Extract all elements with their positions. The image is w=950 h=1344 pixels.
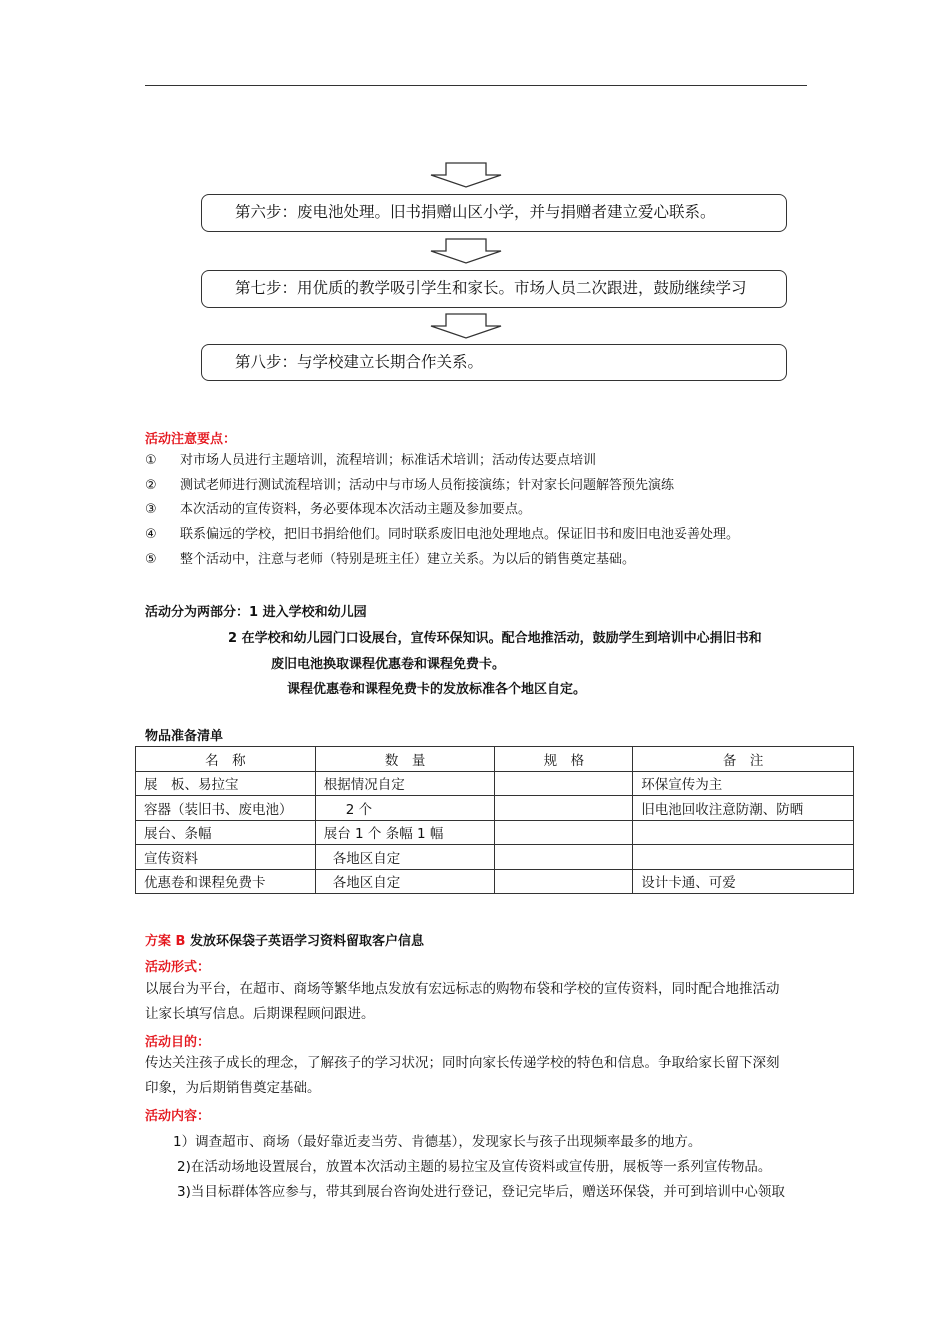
header-rule bbox=[145, 85, 807, 86]
down-arrow-icon bbox=[430, 162, 502, 188]
header-cell: 名 称 bbox=[136, 747, 316, 772]
notes-title: 活动注意要点： bbox=[145, 432, 237, 447]
note-number: ④ bbox=[145, 527, 157, 543]
table-cell: 宣传资料 bbox=[136, 845, 316, 870]
list-item: 1）调查超市、商场（最好靠近麦当劳、肯德基），发现家长与孩子出现频率最多的地方。 bbox=[173, 1134, 702, 1150]
table-cell: 旧电池回收注意防潮、防晒 bbox=[633, 796, 854, 821]
parts-line-2: 2 在学校和幼儿园门口设展台，宣传环保知识。配合地推活动，鼓励学生到培训中心捐旧书和 bbox=[228, 631, 762, 646]
table-cell: 根据情况自定 bbox=[315, 771, 495, 796]
table-header-row bbox=[136, 747, 854, 772]
down-arrow-icon bbox=[430, 238, 502, 264]
table-cell: 展 板、易拉宝 bbox=[136, 771, 316, 796]
list-item bbox=[145, 550, 845, 575]
activity-goal-text bbox=[145, 1051, 815, 1101]
table-cell bbox=[495, 845, 633, 870]
plan-b-heading bbox=[145, 930, 424, 949]
list-item: 3)当目标群体答应参与，带其到展台咨询处进行登记，登记完毕后，赠送环保袋，并可到培训中心领取 bbox=[177, 1184, 785, 1200]
activity-goal-title: 活动目的： bbox=[145, 1035, 211, 1050]
table-cell bbox=[633, 845, 854, 870]
table-cell: 环保宣传为主 bbox=[633, 771, 854, 796]
header-cell: 备 注 bbox=[633, 747, 854, 772]
note-number: ⑤ bbox=[145, 551, 157, 567]
table-cell: 各地区自定 bbox=[315, 845, 495, 870]
flow-step-7-text: 第七步：用优质的教学吸引学生和家长。市场人员二次跟进，鼓励继续学习 bbox=[235, 279, 747, 297]
inventory-title: 物品准备清单 bbox=[145, 729, 224, 744]
note-text: 联系偏远的学校，把旧书捐给他们。同时联系废旧电池处理地点。保证旧书和废旧电池妥善处理。 bbox=[180, 527, 740, 543]
table-cell bbox=[495, 820, 633, 845]
note-text: 整个活动中，注意与老师（特别是班主任）建立关系。为以后的销售奠定基础。 bbox=[180, 551, 636, 567]
list-item bbox=[145, 451, 845, 476]
plan-b-label: 方案 B bbox=[145, 934, 186, 949]
notes-list bbox=[145, 451, 845, 574]
flow-step-7 bbox=[201, 270, 787, 308]
table-row bbox=[136, 771, 854, 796]
table-cell: 优惠卷和课程免费卡 bbox=[136, 869, 316, 894]
table-cell: 展台 1 个 条幅 1 幅 bbox=[315, 820, 495, 845]
table-cell bbox=[633, 820, 854, 845]
parts-line-4: 课程优惠卷和课程免费卡的发放标准各个地区自定。 bbox=[287, 682, 587, 697]
list-item bbox=[145, 476, 845, 501]
activity-form-line: 以展台为平台，在超市、商场等繁华地点发放有宏远标志的购物布袋和学校的宣传资料，同时配合地推活动 bbox=[145, 981, 780, 997]
activity-goal-line: 印象，为后期销售奠定基础。 bbox=[145, 1080, 321, 1096]
down-arrow-icon bbox=[430, 313, 502, 339]
flow-step-6 bbox=[201, 194, 787, 232]
parts-line-3: 废旧电池换取课程优惠卷和课程免费卡。 bbox=[271, 657, 506, 672]
list-item: 2)在活动场地设置展台，放置本次活动主题的易拉宝及宣传资料或宣传册，展板等一系列宣传物品。 bbox=[177, 1159, 772, 1175]
table-cell: 设计卡通、可爱 bbox=[633, 869, 854, 894]
activity-form-title: 活动形式： bbox=[145, 960, 211, 975]
note-text: 本次活动的宣传资料，务必要体现本次活动主题及参加要点。 bbox=[180, 502, 532, 518]
table-cell: 容器（装旧书、废电池） bbox=[136, 796, 316, 821]
plan-b-title: 发放环保袋子英语学习资料留取客户信息 bbox=[189, 934, 424, 949]
table-row bbox=[136, 845, 854, 870]
parts-line-1: 活动分为两部分：1 进入学校和幼儿园 bbox=[145, 605, 367, 620]
table-cell bbox=[495, 796, 633, 821]
table-cell bbox=[495, 771, 633, 796]
table-cell: 展台、条幅 bbox=[136, 820, 316, 845]
table-cell: 2 个 bbox=[315, 796, 495, 821]
activity-content-title: 活动内容： bbox=[145, 1109, 211, 1124]
table-cell bbox=[495, 869, 633, 894]
flow-step-8 bbox=[201, 344, 787, 381]
list-item bbox=[145, 500, 845, 525]
flow-step-6-text: 第六步：废电池处理。旧书捐赠山区小学，并与捐赠者建立爱心联系。 bbox=[235, 203, 716, 221]
note-text: 测试老师进行测试流程培训；活动中与市场人员衔接演练；针对家长问题解答预先演练 bbox=[180, 477, 675, 493]
inventory-table bbox=[135, 746, 854, 894]
table-row bbox=[136, 820, 854, 845]
table-row bbox=[136, 796, 854, 821]
note-number: ① bbox=[145, 453, 157, 468]
activity-form-line: 让家长填写信息。后期课程顾问跟进。 bbox=[145, 1006, 375, 1022]
activity-goal-line: 传达关注孩子成长的理念，了解孩子的学习状况；同时向家长传递学校的特色和信息。争取给家长留下深刻 bbox=[145, 1055, 780, 1071]
note-text: 对市场人员进行主题培训，流程培训；标准话术培训；活动传达要点培训 bbox=[180, 453, 597, 468]
activity-form-text bbox=[145, 977, 815, 1027]
header-cell: 数 量 bbox=[315, 747, 495, 772]
note-number: ② bbox=[145, 477, 157, 493]
flow-step-8-text: 第八步：与学校建立长期合作关系。 bbox=[235, 353, 484, 371]
list-item bbox=[145, 525, 845, 550]
table-cell: 各地区自定 bbox=[315, 869, 495, 894]
table-row bbox=[136, 869, 854, 894]
header-cell: 规 格 bbox=[495, 747, 633, 772]
note-number: ③ bbox=[145, 502, 157, 518]
